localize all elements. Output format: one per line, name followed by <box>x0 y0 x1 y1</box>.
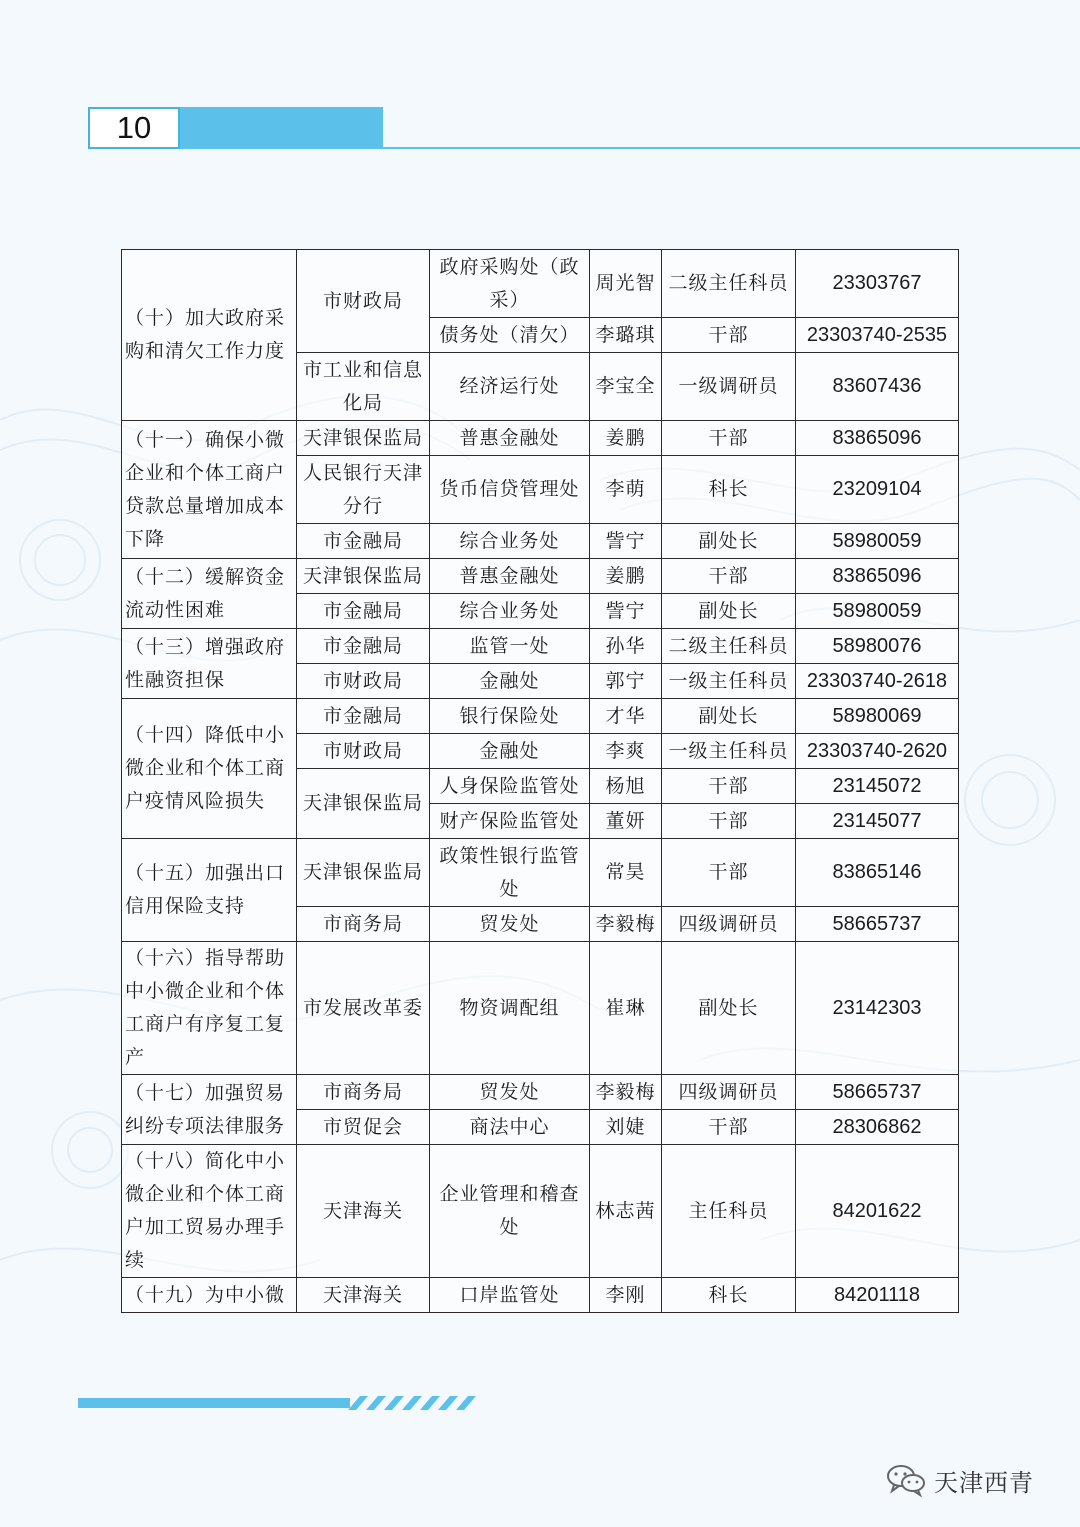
title-cell: 干部 <box>662 804 796 839</box>
name-cell: 周光智 <box>590 250 662 318</box>
dept-cell: 财产保险监管处 <box>430 804 590 839</box>
brand-watermark <box>886 1460 1034 1500</box>
table-row <box>122 1145 959 1278</box>
phone-cell: 83865096 <box>796 421 959 456</box>
title-cell: 四级调研员 <box>662 907 796 942</box>
agency-cell: 市财政局 <box>297 250 430 353</box>
phone-cell: 23303740-2535 <box>796 318 959 353</box>
agency-cell: 市金融局 <box>297 629 430 664</box>
dept-cell: 贸发处 <box>430 1075 590 1110</box>
phone-cell: 23303740-2618 <box>796 664 959 699</box>
agency-cell: 市财政局 <box>297 664 430 699</box>
table-row <box>122 1278 959 1313</box>
phone-cell: 23142303 <box>796 942 959 1075</box>
header-rule <box>383 147 1080 149</box>
table-row <box>122 250 959 318</box>
name-cell: 郭宁 <box>590 664 662 699</box>
dept-cell: 货币信贷管理处 <box>430 456 590 524</box>
phone-cell: 23145077 <box>796 804 959 839</box>
table-row <box>122 699 959 734</box>
phone-cell: 58980059 <box>796 524 959 559</box>
agency-cell: 市金融局 <box>297 699 430 734</box>
footer-accent-bar <box>78 1398 350 1408</box>
agency-cell: 市金融局 <box>297 594 430 629</box>
title-cell: 副处长 <box>662 942 796 1075</box>
agency-cell: 市金融局 <box>297 524 430 559</box>
task-cell: （十四）降低中小微企业和个体工商户疫情风险损失 <box>122 699 297 839</box>
title-cell: 副处长 <box>662 594 796 629</box>
title-cell: 副处长 <box>662 699 796 734</box>
dept-cell: 政府采购处（政采） <box>430 250 590 318</box>
dept-cell: 监管一处 <box>430 629 590 664</box>
agency-cell: 市工业和信息化局 <box>297 353 430 421</box>
name-cell: 李宝全 <box>590 353 662 421</box>
table-row <box>122 1075 959 1110</box>
task-cell: （十六）指导帮助中小微企业和个体工商户有序复工复产 <box>122 942 297 1075</box>
agency-cell: 市财政局 <box>297 734 430 769</box>
phone-cell: 58980069 <box>796 699 959 734</box>
phone-cell: 84201622 <box>796 1145 959 1278</box>
phone-cell: 23303740-2620 <box>796 734 959 769</box>
name-cell: 姜鹏 <box>590 559 662 594</box>
name-cell: 李萌 <box>590 456 662 524</box>
name-cell: 李刚 <box>590 1278 662 1313</box>
phone-cell: 23145072 <box>796 769 959 804</box>
contacts-table <box>121 249 959 1313</box>
name-cell: 刘婕 <box>590 1110 662 1145</box>
name-cell: 林志茜 <box>590 1145 662 1278</box>
agency-cell: 天津银保监局 <box>297 421 430 456</box>
agency-cell: 天津银保监局 <box>297 769 430 839</box>
agency-cell: 天津银保监局 <box>297 559 430 594</box>
task-cell: （十八）简化中小微企业和个体工商户加工贸易办理手续 <box>122 1145 297 1278</box>
name-cell: 李爽 <box>590 734 662 769</box>
title-cell: 干部 <box>662 559 796 594</box>
agency-cell: 天津海关 <box>297 1278 430 1313</box>
dept-cell: 金融处 <box>430 734 590 769</box>
title-cell: 干部 <box>662 769 796 804</box>
dept-cell: 口岸监管处 <box>430 1278 590 1313</box>
phone-cell: 23303767 <box>796 250 959 318</box>
task-cell: （十九）为中小微 <box>122 1278 297 1313</box>
task-cell: （十三）增强政府性融资担保 <box>122 629 297 699</box>
page-number: 10 <box>88 107 180 149</box>
name-cell: 訾宁 <box>590 524 662 559</box>
table-row <box>122 559 959 594</box>
table-row <box>122 839 959 907</box>
name-cell: 訾宁 <box>590 594 662 629</box>
name-cell: 李毅梅 <box>590 907 662 942</box>
dept-cell: 经济运行处 <box>430 353 590 421</box>
table-row <box>122 421 959 456</box>
dept-cell: 企业管理和稽查处 <box>430 1145 590 1278</box>
dept-cell: 普惠金融处 <box>430 559 590 594</box>
phone-cell: 23209104 <box>796 456 959 524</box>
dept-cell: 综合业务处 <box>430 594 590 629</box>
name-cell: 李璐琪 <box>590 318 662 353</box>
dept-cell: 政策性银行监管处 <box>430 839 590 907</box>
phone-cell: 83607436 <box>796 353 959 421</box>
title-cell: 二级主任科员 <box>662 629 796 664</box>
title-cell: 干部 <box>662 421 796 456</box>
agency-cell: 市商务局 <box>297 1075 430 1110</box>
footer-stripes <box>340 1396 485 1410</box>
dept-cell: 普惠金融处 <box>430 421 590 456</box>
agency-cell: 天津海关 <box>297 1145 430 1278</box>
agency-cell: 天津银保监局 <box>297 839 430 907</box>
agency-cell: 市发展改革委 <box>297 942 430 1075</box>
name-cell: 姜鹏 <box>590 421 662 456</box>
phone-cell: 58665737 <box>796 1075 959 1110</box>
header-accent-bar <box>180 107 383 149</box>
title-cell: 科长 <box>662 456 796 524</box>
title-cell: 四级调研员 <box>662 1075 796 1110</box>
dept-cell: 综合业务处 <box>430 524 590 559</box>
phone-cell: 58980076 <box>796 629 959 664</box>
name-cell: 常昊 <box>590 839 662 907</box>
dept-cell: 贸发处 <box>430 907 590 942</box>
title-cell: 一级主任科员 <box>662 734 796 769</box>
title-cell: 一级调研员 <box>662 353 796 421</box>
dept-cell: 商法中心 <box>430 1110 590 1145</box>
phone-cell: 58980059 <box>796 594 959 629</box>
title-cell: 干部 <box>662 318 796 353</box>
title-cell: 副处长 <box>662 524 796 559</box>
name-cell: 才华 <box>590 699 662 734</box>
dept-cell: 债务处（清欠） <box>430 318 590 353</box>
phone-cell: 83865096 <box>796 559 959 594</box>
title-cell: 二级主任科员 <box>662 250 796 318</box>
phone-cell: 28306862 <box>796 1110 959 1145</box>
agency-cell: 市贸促会 <box>297 1110 430 1145</box>
task-cell: （十二）缓解资金流动性困难 <box>122 559 297 629</box>
task-cell: （十一）确保小微企业和个体工商户贷款总量增加成本下降 <box>122 421 297 559</box>
dept-cell: 人身保险监管处 <box>430 769 590 804</box>
title-cell: 科长 <box>662 1278 796 1313</box>
dept-cell: 银行保险处 <box>430 699 590 734</box>
table-row <box>122 942 959 1075</box>
title-cell: 干部 <box>662 839 796 907</box>
name-cell: 杨旭 <box>590 769 662 804</box>
wechat-icon <box>886 1463 926 1497</box>
task-cell: （十）加大政府采购和清欠工作力度 <box>122 250 297 421</box>
name-cell: 崔琳 <box>590 942 662 1075</box>
task-cell: （十五）加强出口信用保险支持 <box>122 839 297 942</box>
title-cell: 一级主任科员 <box>662 664 796 699</box>
agency-cell: 人民银行天津分行 <box>297 456 430 524</box>
name-cell: 董妍 <box>590 804 662 839</box>
task-cell: （十七）加强贸易纠纷专项法律服务 <box>122 1075 297 1145</box>
brand-name: 天津西青 <box>934 1468 1034 1497</box>
phone-cell: 84201118 <box>796 1278 959 1313</box>
title-cell: 主任科员 <box>662 1145 796 1278</box>
phone-cell: 58665737 <box>796 907 959 942</box>
dept-cell: 物资调配组 <box>430 942 590 1075</box>
table-row <box>122 629 959 664</box>
agency-cell: 市商务局 <box>297 907 430 942</box>
phone-cell: 83865146 <box>796 839 959 907</box>
dept-cell: 金融处 <box>430 664 590 699</box>
name-cell: 孙华 <box>590 629 662 664</box>
name-cell: 李毅梅 <box>590 1075 662 1110</box>
title-cell: 干部 <box>662 1110 796 1145</box>
